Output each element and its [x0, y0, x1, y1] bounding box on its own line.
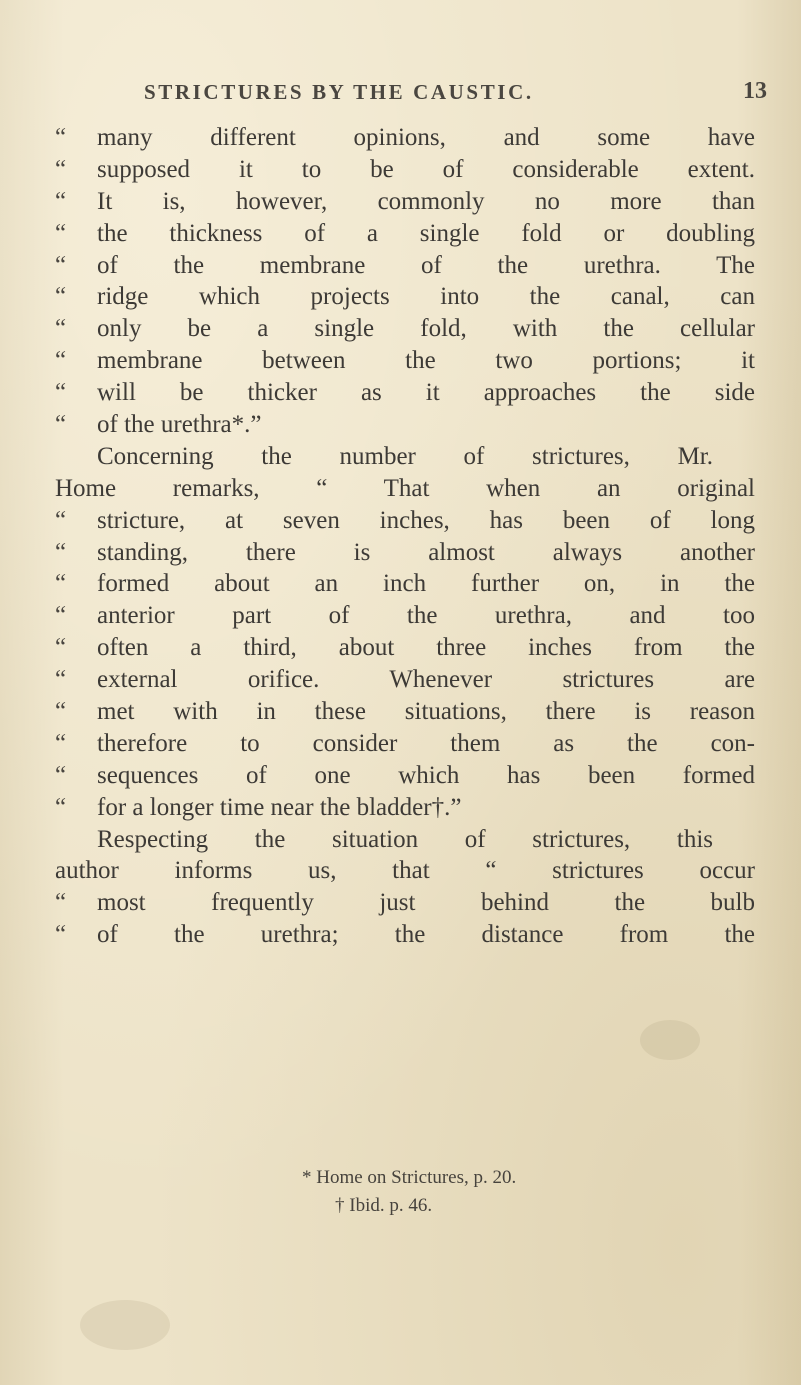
- text-line: [55, 919, 755, 951]
- quote-mark: “: [55, 187, 67, 215]
- text-line: [55, 218, 755, 250]
- line-text: of the urethra; the distance from the: [97, 921, 755, 949]
- text-line: [55, 696, 755, 728]
- text-line: [55, 250, 755, 282]
- line-text: therefore to consider them as the con-: [97, 729, 755, 757]
- text-line: [97, 441, 755, 473]
- line-text: of the membrane of the urethra. The: [97, 251, 755, 279]
- text-line: [55, 345, 755, 377]
- line-text: supposed it to be of considerable extent.: [97, 155, 755, 183]
- paper-stain: [80, 1300, 170, 1350]
- footnote-1: * Home on Strictures, p. 20.: [302, 1167, 517, 1188]
- quote-mark: “: [55, 219, 67, 247]
- quote-mark: “: [55, 666, 67, 694]
- text-line: [55, 855, 755, 887]
- line-text: ridge which projects into the canal, can: [97, 283, 755, 311]
- text-line: [55, 377, 755, 409]
- quote-mark: “: [55, 538, 67, 566]
- text-line: [97, 824, 755, 856]
- line-text: only be a single fold, with the cellular: [97, 315, 755, 343]
- quote-mark: “: [55, 283, 67, 311]
- line-text: formed about an inch further on, in the: [97, 570, 755, 598]
- text-line: [55, 281, 755, 313]
- text-line: [55, 568, 755, 600]
- line-text: Concerning the number of strictures, Mr.: [97, 442, 713, 470]
- quote-mark: “: [55, 761, 67, 789]
- quote-mark: “: [55, 698, 67, 726]
- quote-mark: “: [55, 921, 67, 949]
- text-line: [55, 728, 755, 760]
- line-text: of the urethra*.”: [97, 411, 262, 439]
- line-text: will be thicker as it approaches the side: [97, 379, 755, 407]
- line-text: anterior part of the urethra, and too: [97, 602, 755, 630]
- line-text: for a longer time near the bladder†.”: [97, 793, 462, 821]
- quote-mark: “: [55, 251, 67, 279]
- line-text: Home remarks, “ That when an original: [55, 474, 755, 502]
- line-text: stricture, at seven inches, has been of long: [97, 506, 755, 534]
- line-text: Respecting the situation of strictures, this: [97, 825, 713, 853]
- text-line: [55, 505, 755, 537]
- running-head: [144, 80, 780, 110]
- text-line: [55, 600, 755, 632]
- text-line: [55, 664, 755, 696]
- line-text: author informs us, that “ strictures occur: [55, 857, 755, 885]
- quote-mark: “: [55, 570, 67, 598]
- text-line: [55, 186, 755, 218]
- quote-mark: “: [55, 379, 67, 407]
- line-text: sequences of one which has been formed: [97, 761, 755, 789]
- text-line: [55, 473, 755, 505]
- text-line: [55, 313, 755, 345]
- line-text: the thickness of a single fold or doubling: [97, 219, 755, 247]
- paper-stain: [640, 1020, 700, 1060]
- quote-mark: “: [55, 347, 67, 375]
- running-title: STRICTURES BY THE CAUSTIC.: [144, 80, 534, 104]
- quote-mark: “: [55, 634, 67, 662]
- text-line: [55, 409, 755, 441]
- text-line: [55, 122, 755, 154]
- quote-mark: “: [55, 155, 67, 183]
- footnote-2: † Ibid. p. 46.: [335, 1195, 433, 1216]
- quote-mark: “: [55, 602, 67, 630]
- quote-mark: “: [55, 793, 67, 821]
- line-text: external orifice. Whenever strictures are: [97, 666, 755, 694]
- quote-mark: “: [55, 411, 67, 439]
- line-text: It is, however, commonly no more than: [97, 187, 755, 215]
- quote-mark: “: [55, 729, 67, 757]
- line-text: standing, there is almost always another: [97, 538, 755, 566]
- text-line: [55, 887, 755, 919]
- line-text: membrane between the two portions; it: [97, 347, 755, 375]
- quote-mark: “: [55, 315, 67, 343]
- line-text: often a third, about three inches from the: [97, 634, 755, 662]
- line-text: met with in these situations, there is reason: [97, 698, 755, 726]
- quote-mark: “: [55, 506, 67, 534]
- page-number: 13: [743, 78, 767, 104]
- line-text: most frequently just behind the bulb: [97, 889, 755, 917]
- quote-mark: “: [55, 889, 67, 917]
- body-text: [55, 122, 755, 951]
- quote-mark: “: [55, 124, 67, 151]
- text-line: [55, 760, 755, 792]
- text-line: [55, 632, 755, 664]
- line-text: many different opinions, and some have: [97, 124, 755, 151]
- text-line: [55, 537, 755, 569]
- text-line: [55, 792, 755, 824]
- text-line: [55, 154, 755, 186]
